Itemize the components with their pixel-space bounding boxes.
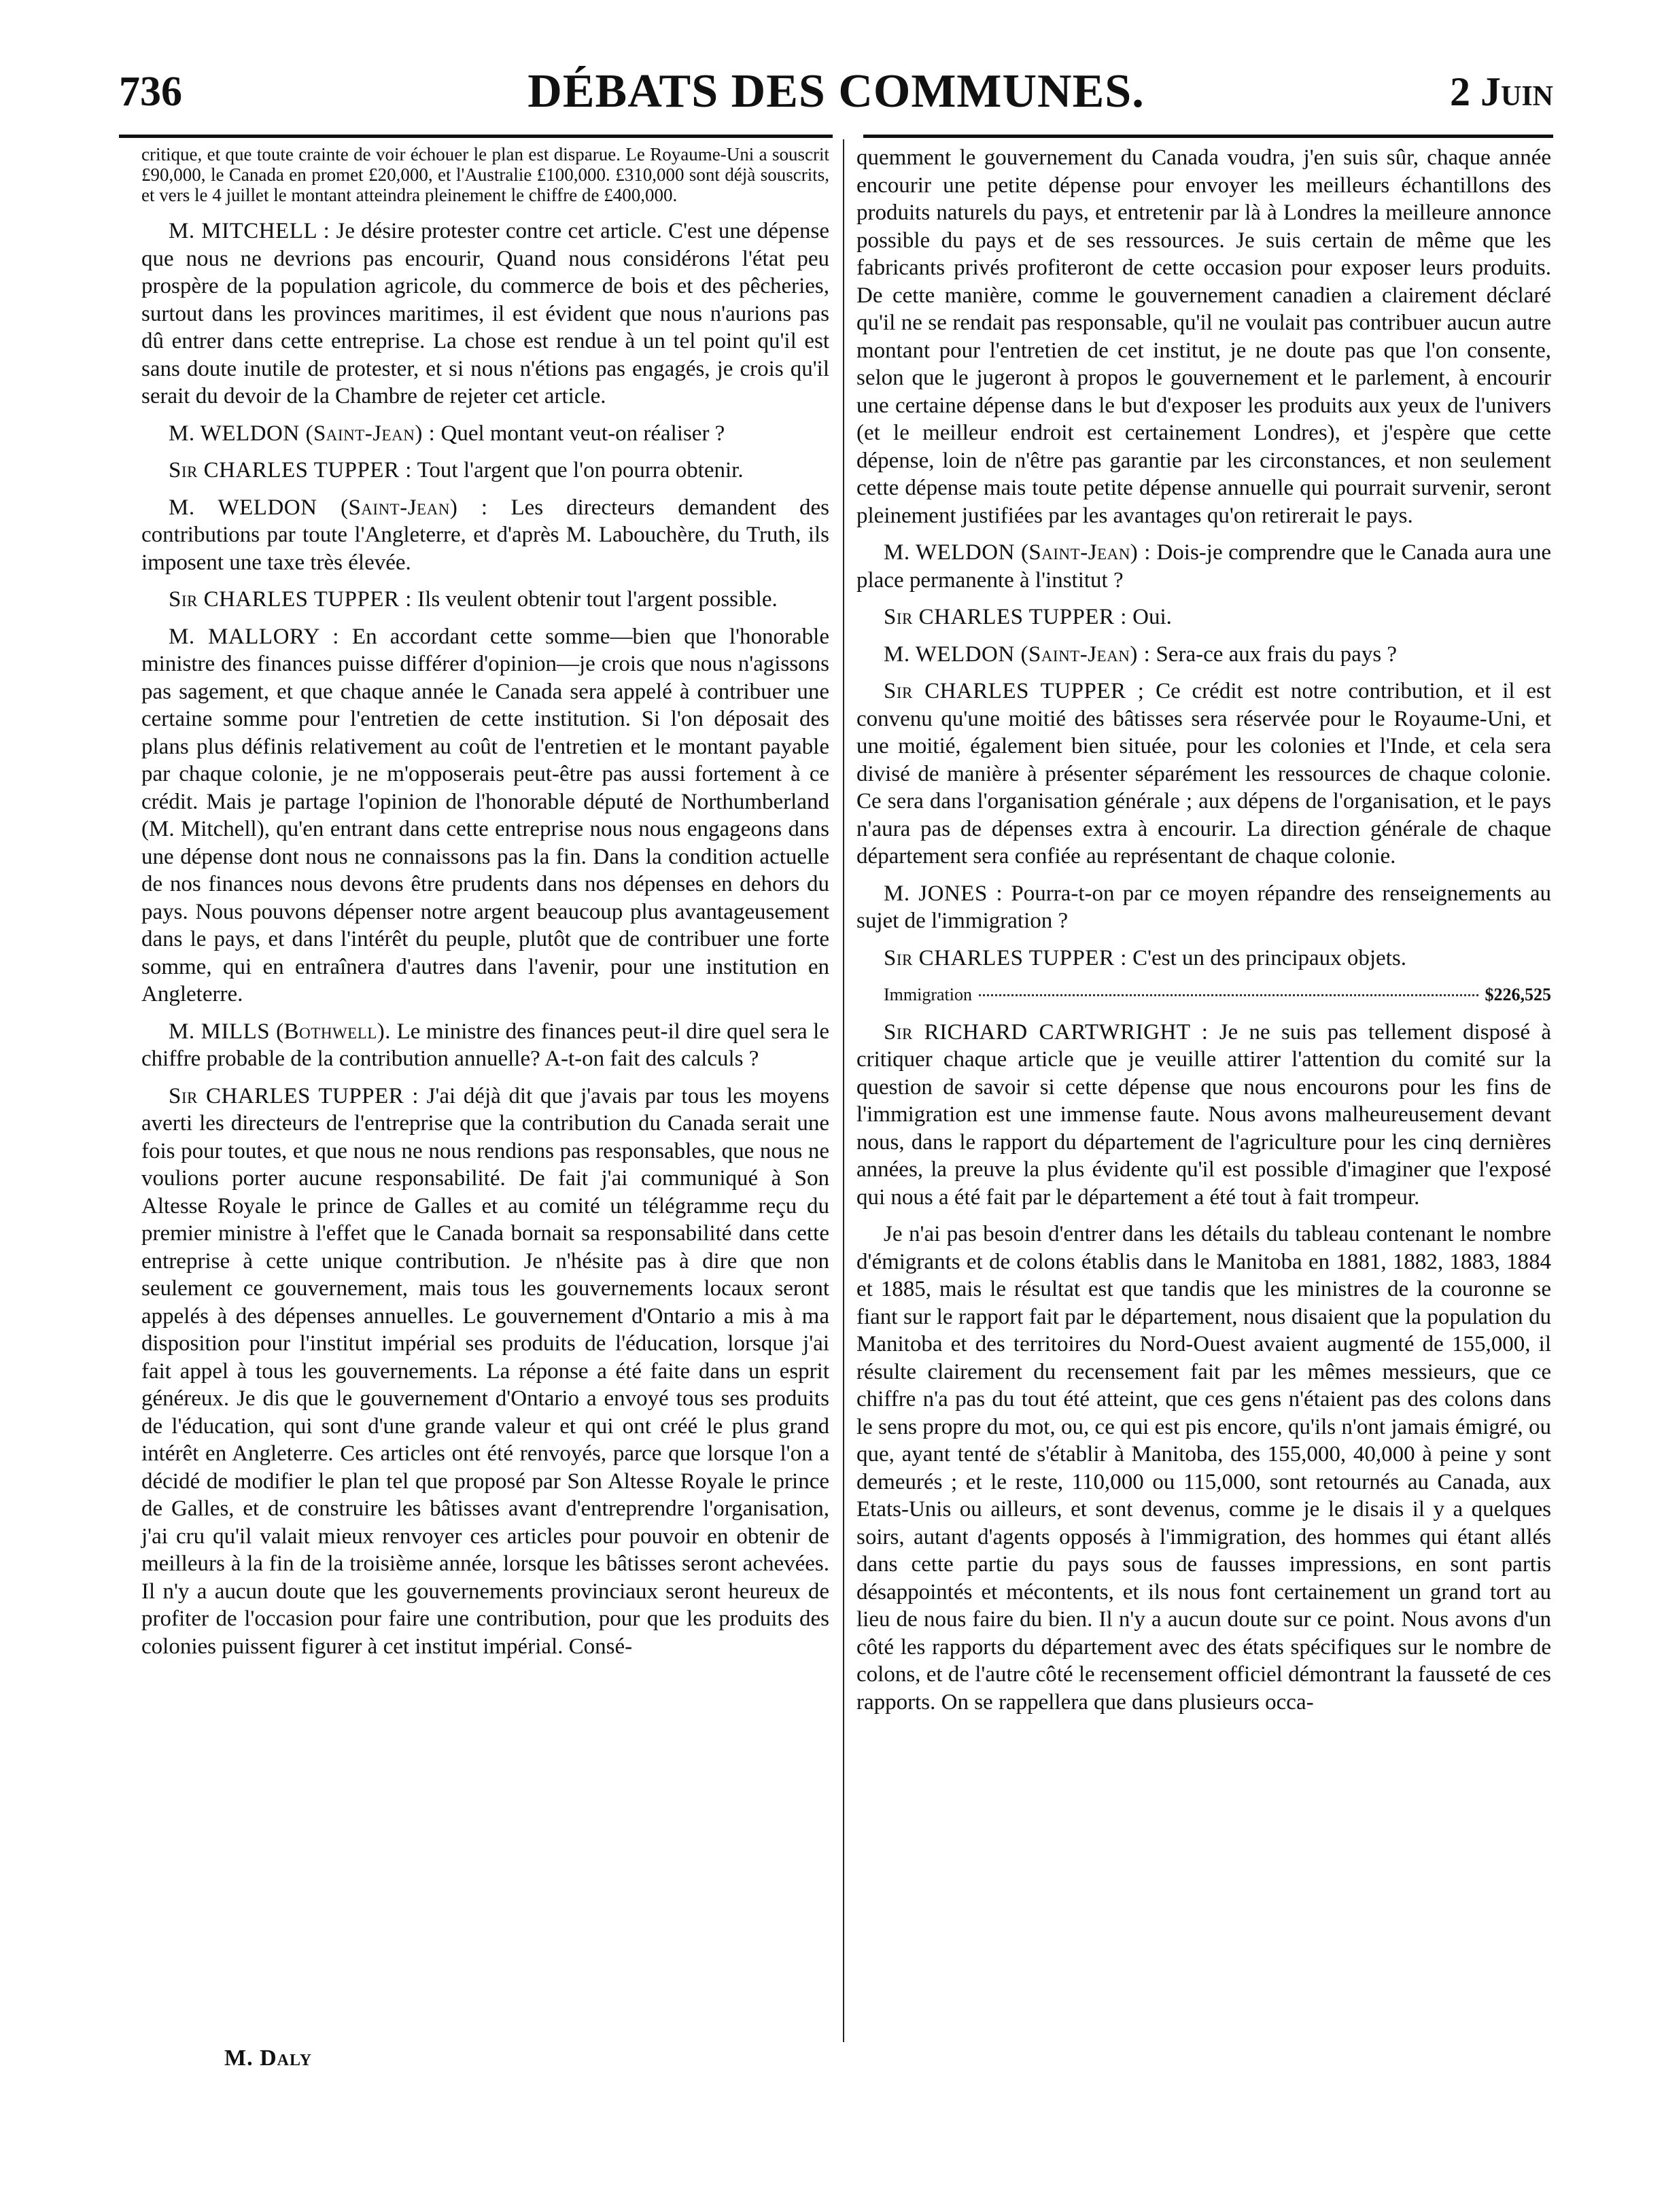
page-title: DÉBATS DES COMMUNES. bbox=[527, 65, 1145, 118]
paragraph-text: critique, et que toute crainte de voir échouer le plan est disparue. Le Royaume-Uni a souscrit £90,000, le Canada en promet £20,000, et l'Australie £100,000. £310,000 sont déjà souscrits, et vers le 4 juillet le montant atteindra pleinement le chiffre de £400,000. bbox=[141, 144, 829, 205]
speaker-name: M. JONES : bbox=[884, 881, 1003, 906]
header-rule-right bbox=[863, 135, 1553, 138]
ledger-label: Immigration bbox=[884, 985, 972, 1004]
speaker-name: M. WELDON (Saint-Jean) : bbox=[169, 495, 488, 520]
paragraph-text: Le ministre des finances peut-il dire quel sera le chiffre probable de la contribution annuelle? A-t-on fait des calculs ? bbox=[141, 1019, 830, 1071]
paragraph-text: J'ai déjà dit que j'avais par tous les moyens averti les directeurs de l'entreprise que la contribution du Canada serait une fois pour toutes, et que nous ne nous rendions pas responsables, que nous ne voulions porter aucune responsabilité. De fait j'ai communiqué à Son Altesse Royale le prince de Galles et au comité un télégramme reçu du premier ministre à l'effet que le Canada bornait sa responsabilité dans cette entreprise à cette unique contribution. Je n'hésite pas à dire que non seulement ce gouvernement, mais tous les gouvernements locaux seront appelés à des dépenses annuelles. Le gouvernement d'Ontario a mis à ma disposition pour l'institut impérial ses produits de l'éducation, lorsque j'ai fait appel à tous les gouvernements. La réponse a été faite dans un esprit généreux. Je dis que le gouvernement d'Ontario a envoyé tous ses produits de l'éducation, qui sont d'une grande valeur et qui ont créé le plus grand intérêt en Angleterre. Ces articles ont été renvoyés, parce que lorsque l'on a décidé de modifier le plan tel que proposé par Son Altesse Royale le prince de Galles, et de construire les bâtisses avant d'entreprendre l'organisation, j'ai cru qu'il valait mieux renvoyer ces articles pour pouvoir en obtenir de meilleurs à la fin de la troisième année, lorsque les bâtisses seront achevées. Il n'y a aucun doute que les gouvernements provinciaux seront heureux de profiter de l'occasion pour faire une contribution, pour que les produits des colonies puissent figurer à cet institut impérial. Consé- bbox=[141, 1083, 829, 1659]
paragraph bbox=[856, 945, 1551, 972]
ledger-line bbox=[884, 981, 1551, 1009]
paragraph-text: Oui. bbox=[1132, 605, 1172, 629]
paragraph bbox=[141, 623, 829, 1008]
speaker-name: Sir CHARLES TUPPER : bbox=[884, 945, 1127, 970]
paragraph bbox=[856, 144, 1551, 529]
speaker-name: M. WELDON (Saint-Jean) : bbox=[884, 540, 1151, 565]
paragraph bbox=[141, 457, 829, 485]
paragraph bbox=[856, 641, 1551, 669]
left-column bbox=[141, 144, 829, 1670]
column-divider bbox=[843, 139, 844, 2042]
speaker-name: Sir CHARLES TUPPER : bbox=[169, 458, 412, 482]
paragraph-text: Quel montant veut-on réaliser ? bbox=[440, 421, 725, 446]
speaker-name: M. MILLS (Bothwell). bbox=[169, 1019, 392, 1044]
page-header bbox=[119, 61, 1553, 122]
paragraph-text: Ils veulent obtenir tout l'argent possible. bbox=[417, 587, 778, 612]
paragraph-text: Je désire protester contre cet article. C'est une dépense que nous ne devrions pas encourir, Quand nous considérons l'état peu prospère de la population agricole, du commerce de bois et des pêcheries, surtout dans les provinces maritimes, il est évident que nous n'aurions pas dû entrer dans cette entreprise. La chose est rendue à un tel point qu'il est sans doute inutile de protester, et si nous n'étions pas engagés, je crois qu'il serait du devoir de la Chambre de rejeter cet article. bbox=[141, 219, 830, 408]
paragraph-text: Tout l'argent que l'on pourra obtenir. bbox=[417, 458, 744, 482]
right-column bbox=[856, 144, 1551, 1725]
paragraph bbox=[141, 217, 829, 410]
paragraph-text: Dois-je comprendre que le Canada aura une place permanente à l'institut ? bbox=[856, 540, 1552, 593]
paragraph-text: Sera-ce aux frais du pays ? bbox=[1156, 642, 1398, 667]
paragraph bbox=[856, 1221, 1551, 1716]
paragraph-text: quemment le gouvernement du Canada voudra, j'en suis sûr, chaque année encourir une petite dépense pour envoyer les meilleurs échantillons des produits naturels du pays, et entretenir par là à Londres la meilleure annonce possible du pays et de ses ressources. Je suis certain de même que les fabricants privés profiteront de cette occasion pour exposer leurs produits. De cette manière, comme le gouvernement canadien a clairement déclaré qu'il ne se rendait pas responsable, qu'il ne voulait pas contribuer aucun autre montant pour l'entretien de cet institut, je ne doute pas que l'on consente, selon que le jugeront à propos le gouvernement et le parlement, à encourir une certaine dépense dans le but d'exposer les produits aux yeux de l'univers (et le meilleur endroit est certainement Londres), et j'espère que cette dépense, loin de n'être pas garantie par les circonstances, et non seulement cette dépense mais toute petite dépense annuelle qui pourrait survenir, seront pleinement justifiées par les avantages qu'on retirerait le pays. bbox=[856, 145, 1551, 528]
paragraph-text: Pourra-t-on par ce moyen répandre des renseignements au sujet de l'immigration ? bbox=[856, 881, 1551, 933]
paragraph-text: En accordant cette somme—bien que l'honorable ministre des finances puisse différer d'opinion—je crois que nous n'agissons pas sagement, et que chaque année le Canada sera appelé à contribuer une certaine somme pour l'entretien de cette institution. Si l'on déposait des plans plus définis relativement au coût de l'entretien et le montant payable par chaque colonie, je ne m'opposerais peut-être pas aussi fortement à ce crédit. Mais je partage l'opinion de l'honorable député de Northumberland (M. Mitchell), qu'en entrant dans cette entreprise nous nous engageons dans une dépense dont nous ne connaissons pas la fin. Dans la condition actuelle de nos finances nous devons être prudents dans nos dépenses en dehors du pays. Nous pouvons dépenser notre argent beaucoup plus avantageusement dans le pays, et dans l'intérêt du peuple, plutôt que de contribuer une forte somme, qui en entraînera d'autres dans l'avenir, pour une institution en Angleterre. bbox=[141, 624, 829, 1006]
speaker-name: Sir CHARLES TUPPER ; bbox=[884, 679, 1145, 703]
paragraph-text: Je ne suis pas tellement disposé à critiquer chaque article que je veuille attirer l'attention du comité sur la question de savoir si cette dépense que nous encourons pour les fins de l'immigration est une immense faute. Nous avons malheureusement devant nous, dans le rapport du département de l'agriculture pour les cinq dernières années, la preuve la plus évidente qu'il est possible d'imaginer que l'exposé qui nous a été fait par le département a été tout à fait trompeur. bbox=[856, 1019, 1551, 1210]
speaker-name: M. WELDON (Saint-Jean) : bbox=[884, 642, 1151, 667]
paragraph bbox=[141, 144, 829, 205]
ledger-amount: $226,525 bbox=[1485, 985, 1551, 1004]
dot-leader bbox=[979, 994, 1478, 996]
header-rule-left bbox=[119, 135, 833, 138]
speaker-name: M. WELDON (Saint-Jean) : bbox=[169, 421, 436, 446]
speaker-name: Sir CHARLES TUPPER : bbox=[169, 1083, 419, 1108]
paragraph bbox=[141, 586, 829, 614]
paragraph bbox=[141, 420, 829, 448]
paragraph-text: Les directeurs demandent des contributions par toute l'Angleterre, et d'après M. Labouchère, du Truth, ils imposent une taxe très élevée. bbox=[141, 495, 829, 575]
paragraph-text: C'est un des principaux objets. bbox=[1132, 945, 1406, 970]
page-date: 2 Juin bbox=[1449, 69, 1553, 114]
paragraph bbox=[141, 1018, 829, 1073]
speaker-name: Sir CHARLES TUPPER : bbox=[169, 587, 412, 612]
page-number: 736 bbox=[119, 69, 182, 115]
paragraph bbox=[856, 603, 1551, 631]
paragraph-text: Je n'ai pas besoin d'entrer dans les détails du tableau contenant le nombre d'émigrants et de colons établis dans le Manitoba en 1881, 1882, 1883, 1884 et 1885, mais le résultat est que tandis que les ministres de la couronne se fiant sur le rapport fait par le département, nous disaient que la population du Manitoba et des territoires du Nord-Ouest avaient augmenté de 155,000, il résulte clairement du recensement fait par les mêmes messieurs, que ce chiffre n'a pas du tout été atteint, que ces gens n'étaient pas des colons dans le sens propre du mot, ou, ce qui est pis encore, qu'ils n'ont jamais émigré, ou que, ayant tenté de s'établir à Manitoba, des 155,000, 40,000 à peine y sont demeurés ; et le reste, 110,000 ou 115,000, sont retournés au Canada, aux Etats-Unis ou ailleurs, et sont devenus, comme je le disais il y a quelques soirs, autant d'agents opposés à l'immigration, des hommes qui étant allés dans cette partie du pays sous de fausses impressions, en sont partis désappointés et mécontents, et ils nous font certainement un grand tort au lieu de nous faire du bien. Il n'y a aucun doute sur ce point. Nous avons d'un côté les rapports du département avec des états spécifiques sur le nombre de colons, et de l'autre côté le recensement officiel démontrant la fausseté de ces rapports. On se rappellera que dans plusieurs occa- bbox=[856, 1222, 1551, 1715]
paragraph bbox=[856, 1019, 1551, 1212]
paragraph-text: Ce crédit est notre contribution, et il est convenu qu'une moitié des bâtisses sera réservée pour le Royaume-Uni, et une moitié, également bien située, pour les colonies et l'Inde, et cela sera divisé de manière à présenter séparément les ressources de chaque colonie. Ce sera dans l'organisation générale ; aux dépens de l'organisation, et le pays n'aura pas de dépenses extra à encourir. La direction générale de chaque département sera confiée au représentant de chaque colonie. bbox=[856, 679, 1551, 868]
speaker-name: Sir CHARLES TUPPER : bbox=[884, 605, 1127, 629]
paragraph bbox=[856, 539, 1551, 594]
paragraph bbox=[141, 1083, 829, 1661]
catchword: M. Daly bbox=[224, 2046, 313, 2071]
speaker-name: Sir RICHARD CARTWRIGHT : bbox=[884, 1019, 1209, 1044]
speaker-name: M. MALLORY : bbox=[169, 624, 339, 649]
speaker-name: M. MITCHELL : bbox=[169, 219, 330, 243]
paragraph bbox=[856, 880, 1551, 935]
paragraph bbox=[141, 494, 829, 577]
paragraph bbox=[856, 678, 1551, 871]
